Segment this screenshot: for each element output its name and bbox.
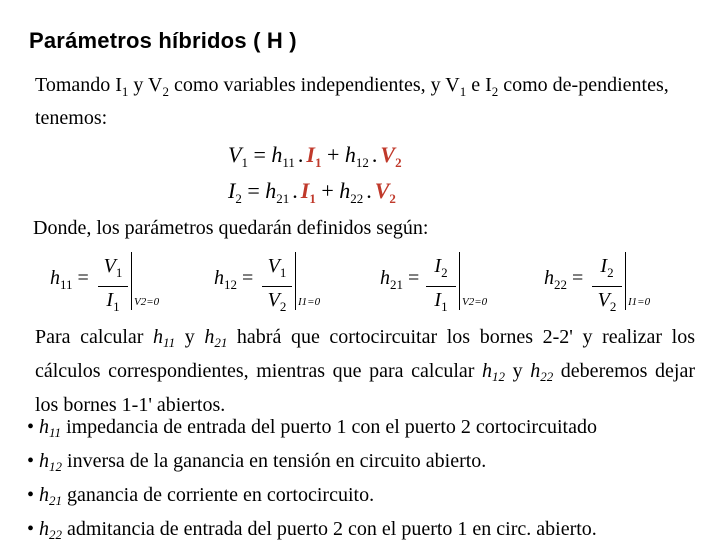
fraction: $V_1$ $V_2$ bbox=[262, 254, 292, 319]
list-item: • $h_{21}$ ganancia de corriente en cortocircuito. bbox=[27, 484, 375, 508]
condition-label: V2=0 bbox=[462, 296, 488, 308]
condition-label: I1=0 bbox=[628, 296, 651, 308]
page-title: Parámetros híbridos ( H ) bbox=[29, 28, 297, 53]
list-item: • $h_{22}$ admitancia de entrada del puerto 2 con el puerto 1 en circ. abierto. bbox=[27, 518, 597, 542]
parameter-bullet-list bbox=[27, 413, 597, 549]
equation-i2: $I_2 = h_{21}$ . $I_1 + h_{22}$ . $V_2$ bbox=[228, 178, 396, 206]
evaluation-bar bbox=[459, 252, 460, 310]
intro-paragraph: Tomando $I_1$ y $V_2$ como variables independientes, y $V_1$ e $I_2$ como de-pendientes, tenemos: bbox=[35, 74, 669, 129]
fraction: $V_1$ $I_1$ bbox=[98, 254, 128, 319]
fraction: $I_2$ $V_2$ bbox=[592, 254, 622, 319]
fraction: $I_2$ $I_1$ bbox=[426, 254, 456, 319]
calculation-paragraph: Para calcular $h_{11}$ y $h_{21}$ habrá que cortocircuitar los bornes 2-2' y realizar los cálculos correspondientes, mientras que para calcular $h_{12}$ y $h_{22}$ deberemos dejar los bornes 1-1' abiertos. bbox=[35, 326, 696, 416]
equation-v1: $V_1 = h_{11}$ . $I_1 + h_{12}$ . $V_2$ bbox=[228, 142, 402, 170]
condition-label: I1=0 bbox=[298, 296, 321, 308]
evaluation-bar bbox=[131, 252, 132, 310]
list-item: • $h_{11}$ impedancia de entrada del puerto 1 con el puerto 2 cortocircuitado bbox=[27, 416, 597, 440]
evaluation-bar bbox=[295, 252, 296, 310]
evaluation-bar bbox=[625, 252, 626, 310]
list-item: • $h_{12}$ inversa de la ganancia en tensión en circuito abierto. bbox=[27, 450, 487, 474]
condition-label: V2=0 bbox=[134, 296, 160, 308]
parameter-definitions: $h_{11}$ = $V_1$ $I_1$ V2=0 $h_{12}$ = $V_1$ $V_2$ I1=0 $h_{21}$ = $I_2$ $I_1$ V2=0 $h_{22}$ = $I_2$ $V_2$ I1=0 bbox=[50, 250, 670, 312]
definition-intro: Donde, los parámetros quedarán definidos según: bbox=[33, 217, 429, 239]
